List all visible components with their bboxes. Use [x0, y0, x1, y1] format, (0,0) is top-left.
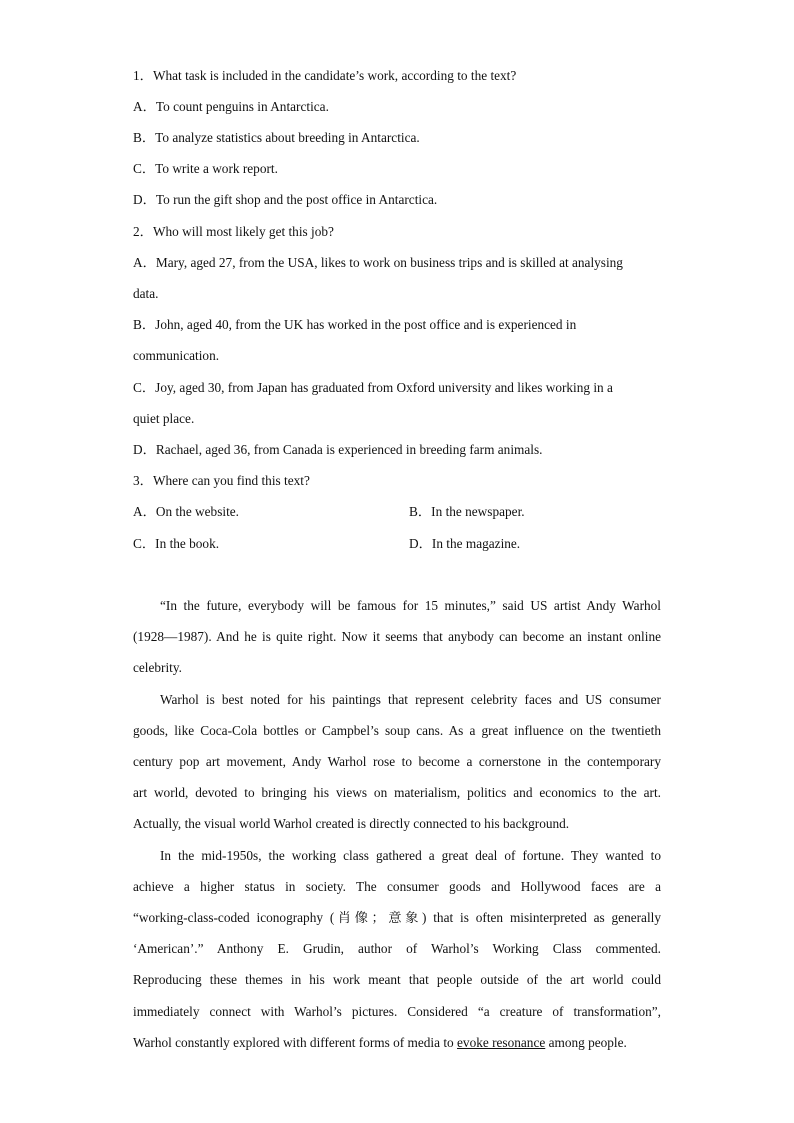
passage-p2-line3: century pop art movement, Andy Warhol rose to become a cornerstone in the contemporary: [133, 754, 661, 769]
question-2-option-c-line1: C．Joy, aged 30, from Japan has graduated from Oxford university and likes working in a: [133, 380, 613, 395]
question-3-option-c: C．In the book.: [133, 536, 220, 551]
question-3-option-b: B．In the newspaper.: [409, 504, 525, 519]
passage-p3-line1: In the mid-1950s, the working class gathered a great deal of fortune. They wanted to: [160, 848, 661, 863]
question-2-option-d: D．Rachael, aged 36, from Canada is experienced in breeding farm animals.: [133, 442, 543, 457]
underlined-phrase: evoke resonance: [457, 1035, 546, 1050]
question-2-stem: 2．Who will most likely get this job?: [133, 224, 334, 239]
passage-p2-line1: Warhol is best noted for his paintings that represent celebrity faces and US consumer: [160, 692, 661, 707]
question-2-option-b-line2: communication.: [133, 348, 220, 363]
question-2-option-b-line1: B．John, aged 40, from the UK has worked in the post office and is experienced in: [133, 317, 577, 332]
question-1-option-a: A．To count penguins in Antarctica.: [133, 99, 329, 114]
passage-p3-line3: “working-class-coded iconography (肖像；意象) that is often misinterpreted as generally: [133, 910, 661, 925]
question-3-stem: 3．Where can you find this text?: [133, 473, 310, 488]
question-3-option-d: D．In the magazine.: [409, 536, 521, 551]
question-1-option-d: D．To run the gift shop and the post office in Antarctica.: [133, 192, 438, 207]
question-2-option-c-line2: quiet place.: [133, 411, 195, 426]
passage-p3-line7: [133, 1035, 661, 1051]
question-2-option-a-line2: data.: [133, 286, 159, 301]
passage-p2-line4: art world, devoted to bringing his views on materialism, politics and economics to the art.: [133, 785, 661, 800]
passage-p3-line5: Reproducing these themes in his work meant that people outside of the art world could: [133, 972, 661, 987]
question-2-option-a-line1: A．Mary, aged 27, from the USA, likes to work on business trips and is skilled at analysing: [133, 255, 623, 270]
question-1-option-b: B．To analyze statistics about breeding in Antarctica.: [133, 130, 420, 145]
passage-p2-line5: Actually, the visual world Warhol created is directly connected to his background.: [133, 816, 570, 831]
passage-p3-line6: immediately connect with Warhol’s pictures. Considered “a creature of transformation”,: [133, 1004, 661, 1019]
question-1-stem: 1．What task is included in the candidate’s work, according to the text?: [133, 68, 517, 83]
passage-p3-line7-after: among people.: [545, 1035, 627, 1050]
passage-p3-line4: ‘American’.” Anthony E. Grudin, author of Warhol’s Working Class commented.: [133, 941, 661, 956]
passage-p1-line1: “In the future, everybody will be famous for 15 minutes,” said US artist Andy Warhol: [160, 598, 661, 613]
passage-p1-line2: (1928—1987). And he is quite right. Now it seems that anybody can become an instant online: [133, 629, 661, 644]
passage-p2-line2: goods, like Coca-Cola bottles or Campbel’s soup cans. As a great influence on the twentieth: [133, 723, 661, 738]
question-3-option-a: A．On the website.: [133, 504, 239, 519]
question-1-option-c: C．To write a work report.: [133, 161, 278, 176]
passage-p1-line3: celebrity.: [133, 660, 182, 675]
passage-p3-line7-before: Warhol constantly explored with different forms of media to: [133, 1035, 458, 1050]
passage-p3-line2: achieve a higher status in society. The consumer goods and Hollywood faces are a: [133, 879, 661, 894]
